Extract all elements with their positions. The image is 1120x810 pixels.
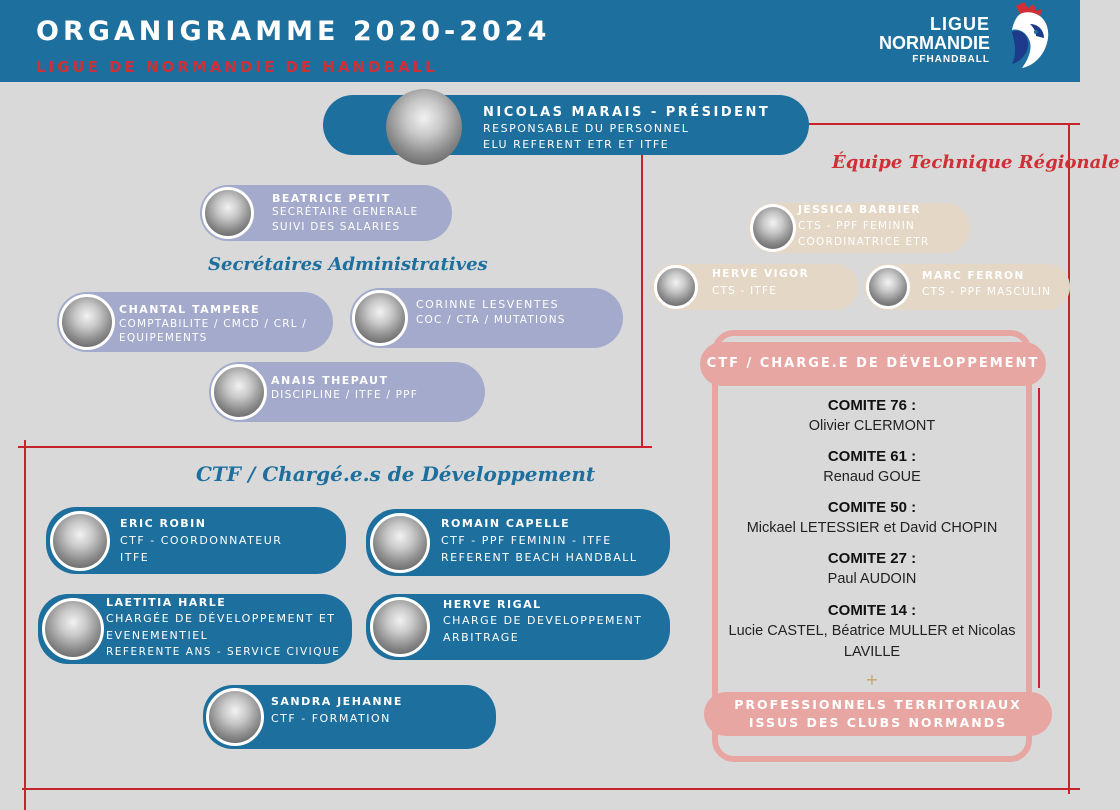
etr-card-jessica	[748, 203, 970, 253]
committee-panel-header: CTF / CHARGE.E DE DÉVELOPPEMENT	[700, 342, 1046, 386]
marc-photo	[866, 265, 910, 309]
rooster-logo-icon	[994, 2, 1054, 74]
section-title-ctf: CTF / Chargé.e.s de Développement	[196, 462, 596, 486]
president-role-1: RESPONSABLE DU PERSONNEL	[483, 122, 690, 135]
sandra-name: SANDRA JEHANNE	[271, 695, 403, 708]
secretary-general-photo	[202, 187, 254, 239]
logo-text-ligue: LIGUE	[929, 14, 990, 34]
marc-role-1: CTS - PPF MASCULIN	[922, 286, 1052, 298]
marc-name: MARC FERRON	[922, 270, 1025, 282]
jessica-name: JESSICA BARBIER	[798, 204, 922, 216]
anais-photo	[211, 364, 267, 420]
chantal-photo	[59, 294, 115, 350]
president-role-2: ELU REFERENT ETR ET ITFE	[483, 138, 670, 151]
corinne-name: CORINNE LESVENTES	[416, 298, 560, 311]
committee-76-names: Olivier CLERMONT	[808, 418, 936, 434]
divider-line-middle	[18, 446, 652, 448]
committee-plus-sign: +	[865, 670, 879, 689]
admin-card-chantal	[57, 292, 333, 352]
president-name: NICOLAS MARAIS - PRÉSIDENT	[483, 105, 771, 120]
committee-61-title: COMITE 61 :	[827, 448, 917, 465]
chantal-role-1: COMPTABILITE / CMCD / CRL /	[119, 318, 308, 330]
section-title-admin: Secrétaires Administratives	[208, 254, 488, 275]
corinne-photo	[352, 290, 408, 346]
corinne-role-1: COC / CTA / MUTATIONS	[416, 314, 566, 326]
ctf-card-sandra	[203, 685, 496, 749]
anais-name: ANAIS THEPAUT	[271, 374, 389, 387]
eric-photo	[50, 511, 110, 571]
laetitia-role-2: EVENEMENTIEL	[106, 629, 209, 642]
committee-27-names: Paul AUDOIN	[827, 571, 917, 587]
jessica-role-2: COORDINATRICE ETR	[798, 236, 930, 248]
divider-line-vertical-left	[641, 124, 643, 448]
page-subtitle: LIGUE DE NORMANDIE DE HANDBALL	[36, 58, 438, 76]
etr-card-marc	[864, 264, 1070, 310]
committee-14-names: Lucie CASTEL, Béatrice MULLER et Nicolas LAVILLE	[728, 623, 1016, 660]
committee-footer-line-1: PROFESSIONNELS TERRITORIAUX	[734, 697, 1022, 712]
jessica-role-1: CTS - PPF FEMININ	[798, 220, 915, 232]
ctf-card-herve-rigal	[366, 594, 670, 660]
admin-card-corinne	[350, 288, 623, 348]
ctf-card-romain	[366, 509, 670, 576]
eric-role-1: CTF - COORDONNATEUR	[120, 534, 283, 547]
committee-14-title: COMITE 14 :	[827, 602, 917, 619]
herve-rigal-photo	[370, 597, 430, 657]
eric-role-2: ITFE	[120, 551, 150, 564]
secretary-general-role-1: SECRÉTAIRE GENERALE	[272, 206, 419, 218]
herve-rigal-name: HERVE RIGAL	[443, 598, 542, 611]
romain-name: ROMAIN CAPELLE	[441, 517, 571, 530]
laetitia-role-1: CHARGÉE DE DÉVELOPPEMENT ET	[106, 612, 336, 625]
committee-76-title: COMITE 76 :	[827, 397, 917, 414]
president-card	[323, 95, 809, 155]
committee-50-names: Mickael LETESSIER et David CHOPIN	[746, 520, 998, 536]
romain-role-1: CTF - PPF FEMININ - ITFE	[441, 534, 612, 547]
section-title-etr: Équipe Technique Régionale	[832, 152, 1120, 173]
divider-line-right-mid	[1038, 388, 1040, 688]
ctf-card-eric	[46, 507, 346, 574]
committee-61-names: Renaud GOUE	[823, 469, 921, 485]
laetitia-photo	[42, 598, 104, 660]
divider-line-left-vertical	[24, 440, 26, 810]
herve-vigor-photo	[654, 265, 698, 309]
committee-footer-line-2: ISSUS DES CLUBS NORMANDS	[748, 715, 1008, 730]
chantal-name: CHANTAL TAMPERE	[119, 303, 261, 316]
secretary-general-name: BEATRICE PETIT	[272, 192, 391, 205]
romain-photo	[370, 513, 430, 573]
president-photo	[386, 89, 462, 165]
admin-card-anais	[209, 362, 485, 422]
committee-panel-footer	[704, 692, 1052, 736]
jessica-photo	[750, 204, 796, 252]
herve-rigal-role-2: ARBITRAGE	[443, 631, 520, 644]
logo-text-ffhandball: FFHANDBALL	[912, 54, 990, 65]
secretary-general-card	[200, 185, 452, 241]
etr-card-herve-vigor	[652, 264, 858, 310]
chantal-role-2: EQUIPEMENTS	[119, 332, 208, 344]
committee-27-title: COMITE 27 :	[827, 550, 917, 567]
committee-50-title: COMITE 50 :	[827, 499, 917, 516]
anais-role-1: DISCIPLINE / ITFE / PPF	[271, 389, 418, 401]
herve-vigor-name: HERVE VIGOR	[712, 268, 810, 280]
logo-text-normandie: NORMANDIE	[879, 33, 990, 53]
romain-role-2: REFERENT BEACH HANDBALL	[441, 551, 638, 564]
divider-line-bottom	[22, 788, 1080, 790]
laetitia-name: LAETITIA HARLE	[106, 596, 227, 609]
herve-rigal-role-1: CHARGE DE DEVELOPPEMENT	[443, 614, 643, 627]
laetitia-role-3: REFERENTE ANS - SERVICE CIVIQUE	[106, 646, 341, 658]
page-title: ORGANIGRAMME 2020-2024	[36, 16, 551, 47]
eric-name: ERIC ROBIN	[120, 517, 207, 530]
sandra-photo	[206, 688, 264, 746]
ctf-card-laetitia	[38, 594, 352, 664]
sandra-role-1: CTF - FORMATION	[271, 712, 391, 725]
divider-line-right-vertical	[1068, 124, 1070, 794]
herve-vigor-role-1: CTS - ITFE	[712, 285, 778, 297]
header-banner	[0, 0, 1080, 82]
ligue-normandie-logo	[866, 12, 1056, 74]
secretary-general-role-2: SUIVI DES SALARIES	[272, 221, 401, 233]
